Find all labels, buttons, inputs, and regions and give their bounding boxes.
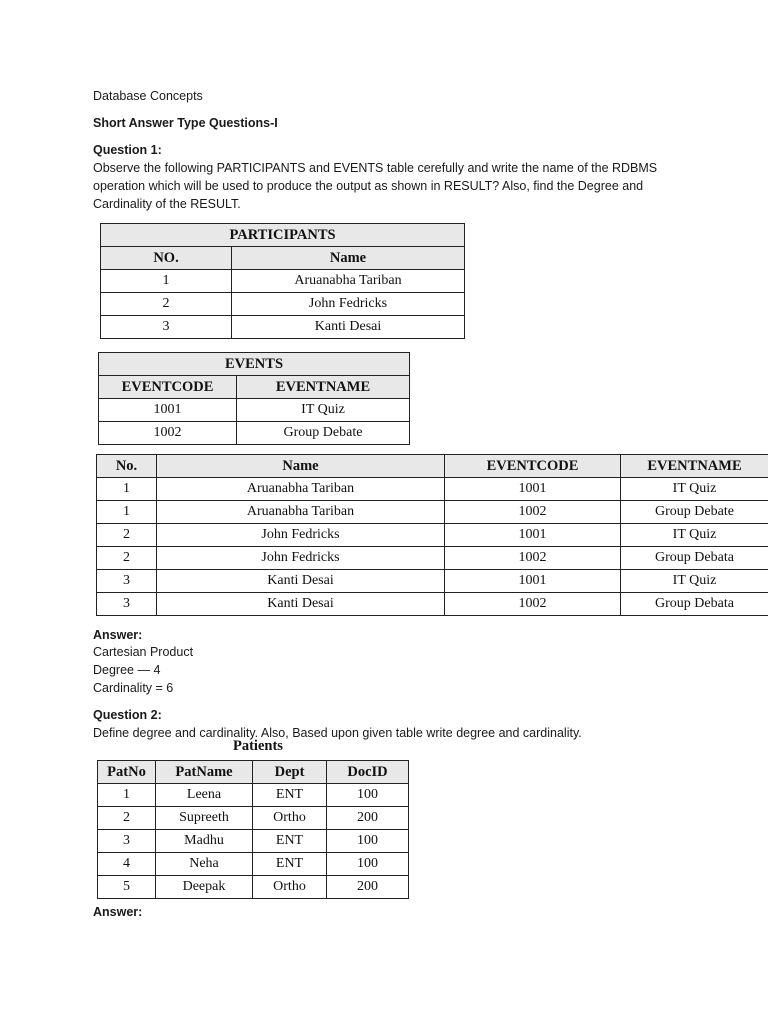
answer-1-label: Answer:: [93, 628, 143, 642]
table-row: [97, 570, 768, 593]
table-cell: 3: [97, 593, 157, 616]
result-header-no: No.: [97, 455, 157, 478]
section-title: Short Answer Type Questions-I: [93, 116, 278, 130]
table-cell: 1001: [445, 524, 621, 547]
table-cell: IT Quiz: [621, 478, 768, 501]
table-row: [97, 501, 768, 524]
table-row: [97, 593, 768, 616]
table-cell: 1: [101, 270, 232, 293]
table-row: [97, 478, 768, 501]
table-row: [98, 876, 409, 899]
participants-title: PARTICIPANTS: [101, 224, 465, 247]
table-cell: Madhu: [156, 830, 253, 853]
answer-1-line-1: Cartesian Product: [93, 645, 194, 659]
table-cell: ENT: [253, 830, 327, 853]
patients-header-patname: PatName: [156, 761, 253, 784]
question-2-label: Question 2:: [93, 708, 162, 722]
table-cell: 1001: [445, 478, 621, 501]
table-row: [98, 807, 409, 830]
patients-header-patno: PatNo: [98, 761, 156, 784]
question-1-line-2: operation which will be used to produce the output as shown in RESULT? Also, find the Degree and: [93, 179, 644, 193]
patients-header-docid: DocID: [327, 761, 409, 784]
table-cell: John Fedricks: [157, 547, 445, 570]
table-cell: 5: [98, 876, 156, 899]
table-cell: 2: [101, 293, 232, 316]
table-cell: John Fedricks: [157, 524, 445, 547]
answer-1-line-2: Degree — 4: [93, 663, 161, 677]
table-cell: IT Quiz: [237, 399, 410, 422]
table-cell: 3: [97, 570, 157, 593]
table-cell: 2: [97, 547, 157, 570]
participants-header-no: NO.: [101, 247, 232, 270]
table-cell: 4: [98, 853, 156, 876]
table-cell: John Fedricks: [232, 293, 465, 316]
patients-header-dept: Dept: [253, 761, 327, 784]
table-row: [98, 853, 409, 876]
question-1-line-1: Observe the following PARTICIPANTS and EVENTS table cerefully and write the name of the RDBMS: [93, 161, 658, 175]
question-2-line: Define degree and cardinality. Also, Based upon given table write degree and cardinality.: [93, 726, 582, 740]
patients-title: Patients: [233, 738, 283, 754]
table-cell: 3: [98, 830, 156, 853]
result-header-name: Name: [157, 455, 445, 478]
table-cell: Aruanabha Tariban: [157, 478, 445, 501]
table-cell: Neha: [156, 853, 253, 876]
participants-header-name: Name: [232, 247, 465, 270]
events-header-name: EVENTNAME: [237, 376, 410, 399]
table-row: [97, 524, 768, 547]
table-cell: 1: [97, 501, 157, 524]
events-title: EVENTS: [99, 353, 410, 376]
answer-1-line-3: Cardinality = 6: [93, 681, 174, 695]
table-cell: 1001: [99, 399, 237, 422]
table-cell: Group Debate: [237, 422, 410, 445]
table-cell: 2: [97, 524, 157, 547]
table-row: [99, 422, 410, 445]
doc-heading: Database Concepts: [93, 89, 203, 103]
events-table: [98, 352, 410, 445]
table-cell: ENT: [253, 853, 327, 876]
table-cell: 1002: [445, 501, 621, 524]
table-cell: Kanti Desai: [232, 316, 465, 339]
table-cell: Ortho: [253, 876, 327, 899]
table-cell: 1002: [445, 593, 621, 616]
table-cell: Ortho: [253, 807, 327, 830]
table-cell: 2: [98, 807, 156, 830]
table-cell: Deepak: [156, 876, 253, 899]
answer-2-label: Answer:: [93, 905, 143, 919]
table-cell: Aruanabha Tariban: [157, 501, 445, 524]
patients-table: [97, 760, 409, 899]
table-cell: 1: [97, 478, 157, 501]
table-cell: Leena: [156, 784, 253, 807]
table-cell: 1002: [99, 422, 237, 445]
events-header-code: EVENTCODE: [99, 376, 237, 399]
table-cell: 3: [101, 316, 232, 339]
table-row: [97, 547, 768, 570]
table-cell: Kanti Desai: [157, 570, 445, 593]
participants-table: [100, 223, 465, 339]
table-cell: ENT: [253, 784, 327, 807]
question-1-label: Question 1:: [93, 143, 162, 157]
table-row: [101, 293, 465, 316]
table-row: [99, 399, 410, 422]
table-cell: Group Debate: [621, 501, 768, 524]
table-cell: 1002: [445, 547, 621, 570]
table-cell: IT Quiz: [621, 524, 768, 547]
table-cell: Kanti Desai: [157, 593, 445, 616]
table-row: [101, 316, 465, 339]
table-cell: 1: [98, 784, 156, 807]
table-cell: 200: [327, 876, 409, 899]
table-row: [101, 270, 465, 293]
table-row: [98, 830, 409, 853]
result-header-eventcode: EVENTCODE: [445, 455, 621, 478]
table-cell: 200: [327, 807, 409, 830]
table-cell: Aruanabha Tariban: [232, 270, 465, 293]
table-cell: Group Debata: [621, 547, 768, 570]
question-1-line-3: Cardinality of the RESULT.: [93, 197, 241, 211]
result-header-eventname: EVENTNAME: [621, 455, 768, 478]
table-cell: 100: [327, 830, 409, 853]
result-table: [96, 454, 768, 616]
table-row: [98, 784, 409, 807]
table-cell: 100: [327, 853, 409, 876]
table-cell: 1001: [445, 570, 621, 593]
table-cell: Group Debata: [621, 593, 768, 616]
table-cell: IT Quiz: [621, 570, 768, 593]
table-cell: 100: [327, 784, 409, 807]
table-cell: Supreeth: [156, 807, 253, 830]
